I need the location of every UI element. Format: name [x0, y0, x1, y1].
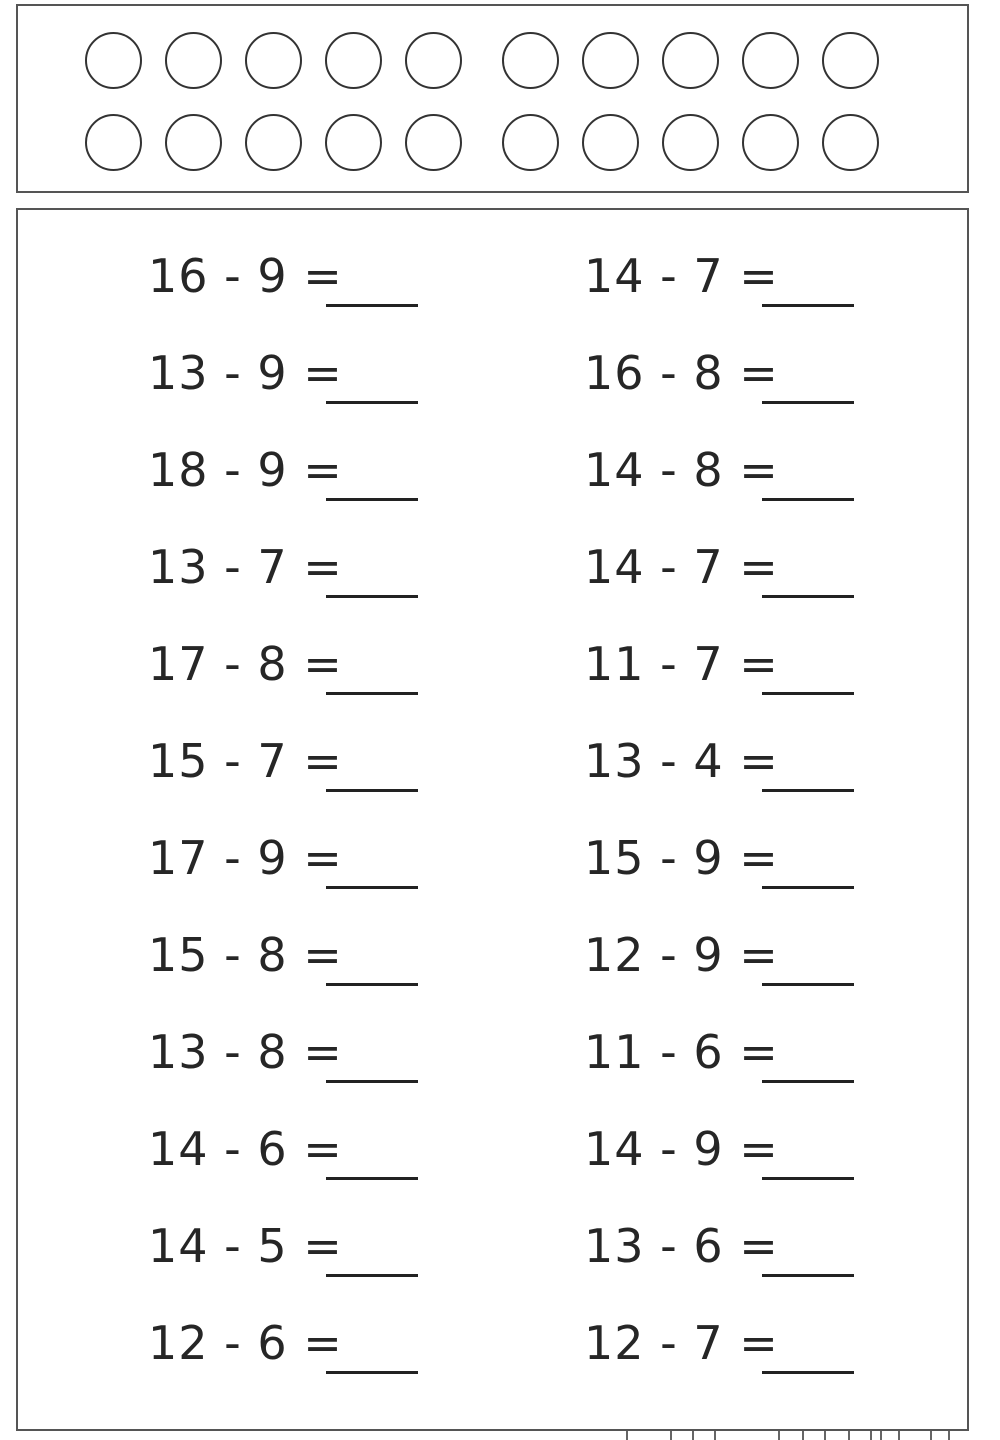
problem-expression: 14 - 8 = — [584, 443, 779, 497]
subtraction-problem — [584, 1118, 904, 1215]
counting-circle[interactable] — [165, 114, 222, 171]
problem-expression: 11 - 6 = — [584, 1025, 779, 1079]
counting-circle[interactable] — [822, 114, 879, 171]
subtraction-problem — [584, 342, 904, 439]
subtraction-problem — [148, 633, 468, 730]
counting-circle[interactable] — [502, 114, 559, 171]
answer-blank[interactable] — [326, 342, 418, 404]
subtraction-problem — [148, 536, 468, 633]
answer-blank[interactable] — [326, 245, 418, 307]
problem-expression: 12 - 6 = — [148, 1316, 343, 1370]
counting-circle[interactable] — [662, 32, 719, 89]
problem-column-left — [148, 245, 468, 1409]
counting-circle[interactable] — [165, 32, 222, 89]
subtraction-problem — [148, 827, 468, 924]
subtraction-problem — [584, 1215, 904, 1312]
answer-blank[interactable] — [326, 924, 418, 986]
answer-blank[interactable] — [762, 342, 854, 404]
problem-expression: 13 - 8 = — [148, 1025, 343, 1079]
answer-blank[interactable] — [762, 633, 854, 695]
problem-expression: 15 - 9 = — [584, 831, 779, 885]
problem-expression: 16 - 9 = — [148, 249, 343, 303]
answer-blank[interactable] — [326, 1118, 418, 1180]
problem-expression: 13 - 9 = — [148, 346, 343, 400]
subtraction-problem — [584, 730, 904, 827]
answer-blank[interactable] — [326, 730, 418, 792]
counting-circle[interactable] — [582, 114, 639, 171]
counting-circle[interactable] — [405, 114, 462, 171]
counting-circle[interactable] — [245, 114, 302, 171]
subtraction-problem — [148, 1215, 468, 1312]
counting-circle[interactable] — [85, 32, 142, 89]
problem-expression: 12 - 7 = — [584, 1316, 779, 1370]
counting-circle[interactable] — [85, 114, 142, 171]
counting-circle[interactable] — [325, 32, 382, 89]
problem-expression: 14 - 5 = — [148, 1219, 343, 1273]
counting-circle[interactable] — [742, 114, 799, 171]
subtraction-problem — [148, 1021, 468, 1118]
subtraction-problem — [584, 439, 904, 536]
answer-blank[interactable] — [762, 439, 854, 501]
subtraction-problem — [148, 245, 468, 342]
subtraction-problem — [584, 536, 904, 633]
problem-expression: 13 - 4 = — [584, 734, 779, 788]
problem-expression: 15 - 7 = — [148, 734, 343, 788]
problem-expression: 16 - 8 = — [584, 346, 779, 400]
counting-circle[interactable] — [245, 32, 302, 89]
problem-expression: 14 - 7 = — [584, 249, 779, 303]
cropped-border-marks — [618, 1431, 968, 1440]
subtraction-problem — [148, 730, 468, 827]
subtraction-problem — [148, 924, 468, 1021]
subtraction-problem — [584, 633, 904, 730]
subtraction-problems-panel — [16, 208, 969, 1431]
answer-blank[interactable] — [762, 730, 854, 792]
counting-circle[interactable] — [325, 114, 382, 171]
answer-blank[interactable] — [762, 1021, 854, 1083]
answer-blank[interactable] — [326, 1021, 418, 1083]
counting-circle[interactable] — [582, 32, 639, 89]
counting-circle[interactable] — [742, 32, 799, 89]
subtraction-problem — [148, 342, 468, 439]
answer-blank[interactable] — [326, 1312, 418, 1374]
counting-circle-row-bottom — [85, 112, 879, 172]
subtraction-problem — [584, 1312, 904, 1409]
subtraction-problem — [584, 827, 904, 924]
answer-blank[interactable] — [762, 1118, 854, 1180]
problem-expression: 13 - 7 = — [148, 540, 343, 594]
problem-expression: 13 - 6 = — [584, 1219, 779, 1273]
answer-blank[interactable] — [762, 827, 854, 889]
problem-column-right — [584, 245, 904, 1409]
problem-expression: 17 - 8 = — [148, 637, 343, 691]
problem-expression: 11 - 7 = — [584, 637, 779, 691]
subtraction-problem — [148, 1118, 468, 1215]
answer-blank[interactable] — [326, 536, 418, 598]
answer-blank[interactable] — [326, 827, 418, 889]
problem-expression: 14 - 7 = — [584, 540, 779, 594]
answer-blank[interactable] — [762, 536, 854, 598]
counting-circle[interactable] — [662, 114, 719, 171]
subtraction-problem — [148, 1312, 468, 1409]
counting-circle[interactable] — [405, 32, 462, 89]
counting-circle-row-top — [85, 30, 879, 90]
answer-blank[interactable] — [326, 633, 418, 695]
subtraction-problem — [584, 1021, 904, 1118]
answer-blank[interactable] — [762, 1312, 854, 1374]
answer-blank[interactable] — [762, 245, 854, 307]
problem-expression: 18 - 9 = — [148, 443, 343, 497]
problem-expression: 12 - 9 = — [584, 928, 779, 982]
problem-expression: 14 - 9 = — [584, 1122, 779, 1176]
counting-circle[interactable] — [822, 32, 879, 89]
subtraction-problem — [148, 439, 468, 536]
answer-blank[interactable] — [326, 1215, 418, 1277]
counting-frame-panel — [16, 4, 969, 193]
subtraction-problem — [584, 924, 904, 1021]
problem-expression: 14 - 6 = — [148, 1122, 343, 1176]
problem-expression: 17 - 9 = — [148, 831, 343, 885]
answer-blank[interactable] — [762, 924, 854, 986]
counting-circle[interactable] — [502, 32, 559, 89]
subtraction-problem — [584, 245, 904, 342]
answer-blank[interactable] — [326, 439, 418, 501]
problem-expression: 15 - 8 = — [148, 928, 343, 982]
answer-blank[interactable] — [762, 1215, 854, 1277]
